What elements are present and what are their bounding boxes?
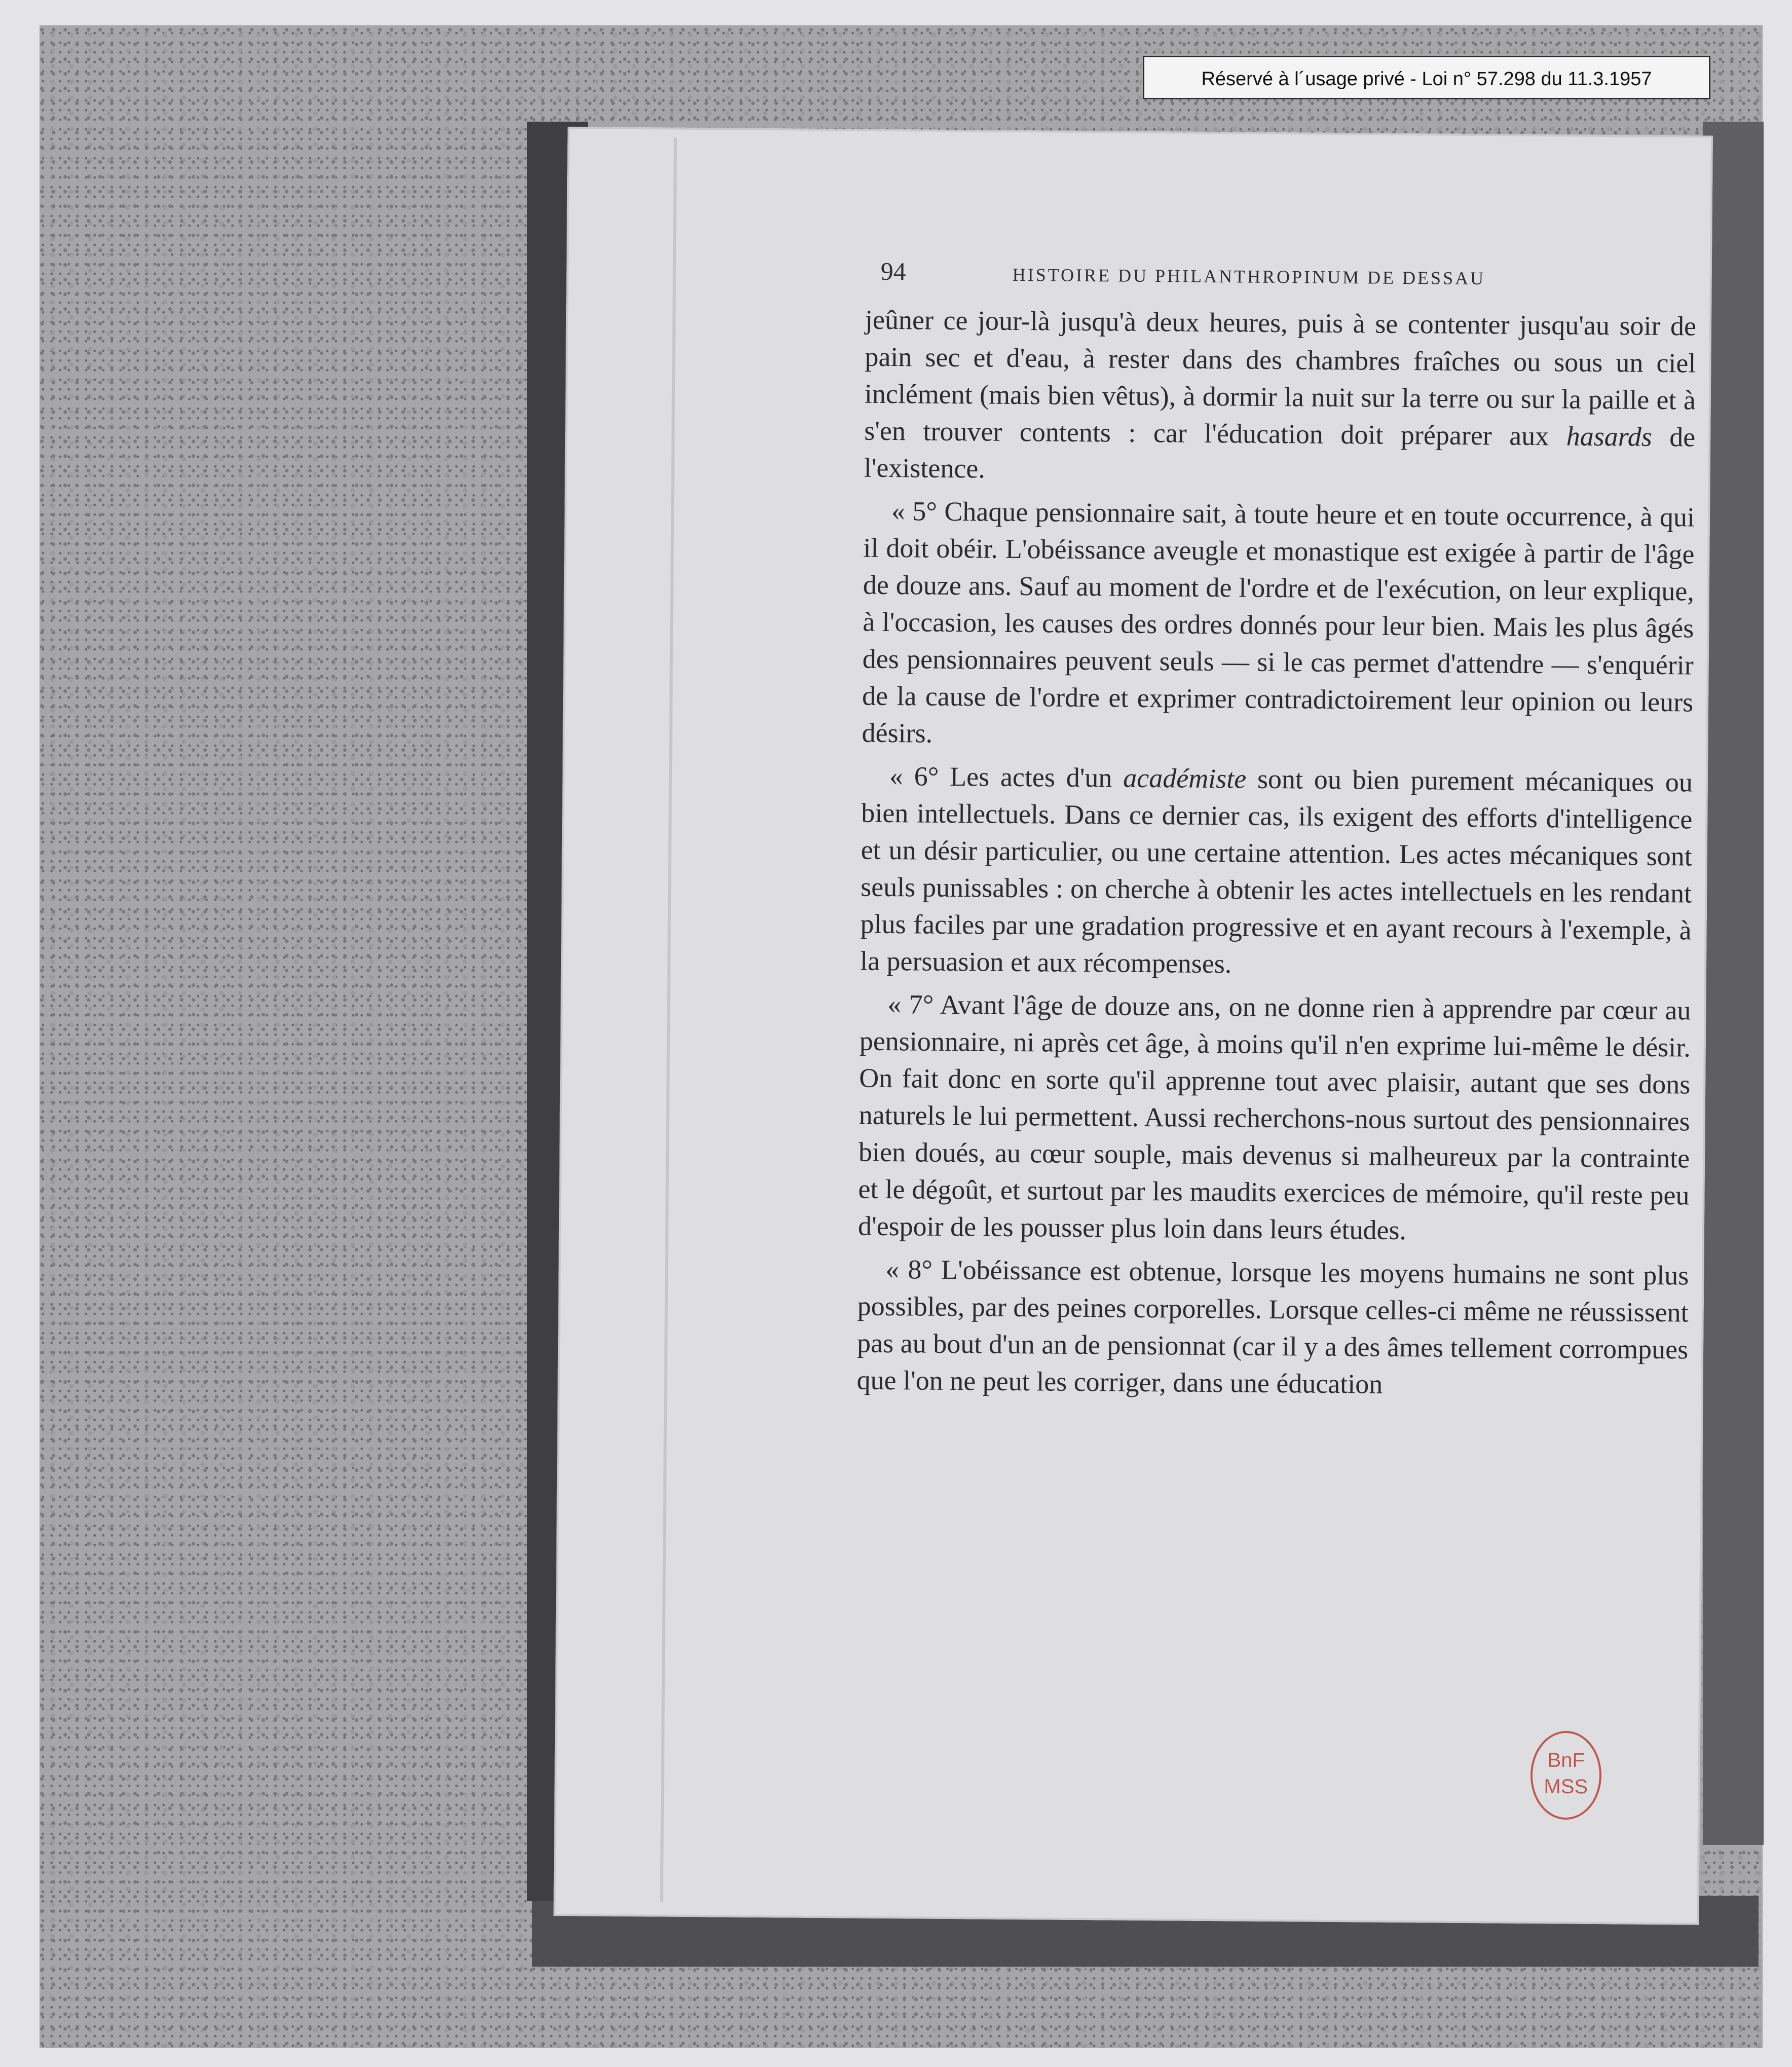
paragraph-3: « 6° Les actes d'un académiste sont ou bien purement mécaniques ou bien intellectuels. Dans ce dernier cas, ils exigent des efforts d'intelligence et un désir particulier, ou une certaine attention. Les actes mécaniques sont seuls punissables : on cherche à obtenir les actes intellectuels en les rendant plus faciles par une gradation progressive et en ayant recours à l'exemple, à la persuasion et aux récompenses. bbox=[860, 761, 1693, 979]
scan-shadow-right bbox=[1703, 122, 1764, 1845]
paragraph-2: « 5° Chaque pensionnaire sait, à toute heure et en toute occurrence, à qui il doit obéir. L'obéissance aveugle et monastique est exigée à partir de l'âge de douze ans. Sauf au moment de l'ordre et de l'exécution, on leur explique, à l'occasion, les causes des ordres donnés pour leur bien. Mais les plus âgés des pensionnaires peuvent seuls — si le cas permet d'attendre — s'enquérir de la cause de l'ordre et exprimer contradictoirement leur opinion ou leurs désirs. bbox=[862, 496, 1695, 749]
page-header-title: HISTOIRE DU PHILANTHROPINUM DE DESSAU bbox=[1012, 264, 1486, 289]
page-number: 94 bbox=[880, 256, 907, 286]
page-body-text bbox=[856, 302, 1696, 1412]
paragraph-1: jeûner ce jour-là jusqu'à deux heures, puis à se contenter jusqu'au soir de pain sec et d'eau, à rester dans des chambres fraîches ou sous un ciel inclément (mais bien vêtus), à dormir la nuit sur la terre ou sur la paille et à s'en trouver contents : car l'éducation doit préparer aux hasards de l'existence. bbox=[864, 304, 1697, 484]
emphasis-academiste: académiste bbox=[1123, 762, 1247, 794]
book-page bbox=[553, 127, 1713, 1925]
paragraph-4: « 7° Avant l'âge de douze ans, on ne donne rien à apprendre par cœur au pensionnaire, ni après cet âge, à moins qu'il n'en exprime lui-même le désir. On fait donc en sorte qu'il apprenne tout avec plaisir, autant que ses dons naturels le lui permettent. Aussi recherchons-nous surtout des pensionnaires bien doués, au cœur souple, mais devenus si malheureux par la contrainte et le dégoût, et surtout par les maudits exercices de mémoire, qu'il reste peu d'espoir de les pousser plus loin dans leurs études. bbox=[857, 989, 1691, 1246]
bnf-mss-stamp bbox=[1530, 1730, 1601, 1820]
paragraph-5: « 8° L'obéissance est obtenue, lorsque les moyens humains ne sont plus possibles, par des peines corporelles. Lorsque celles-ci même ne réussissent pas au bout d'un an de pensionnat (car il y a des âmes tellement corrompues que l'on ne peut les corriger, dans une éducation bbox=[856, 1253, 1689, 1399]
stamp-line-2: MSS bbox=[1544, 1775, 1588, 1798]
running-head bbox=[880, 253, 1651, 300]
emphasis-hasards: hasards bbox=[1566, 421, 1653, 452]
legal-notice: Réservé à l´usage privé - Loi n° 57.298 du 11.3.1957 bbox=[1143, 56, 1710, 99]
stamp-line-1: BnF bbox=[1547, 1749, 1585, 1772]
